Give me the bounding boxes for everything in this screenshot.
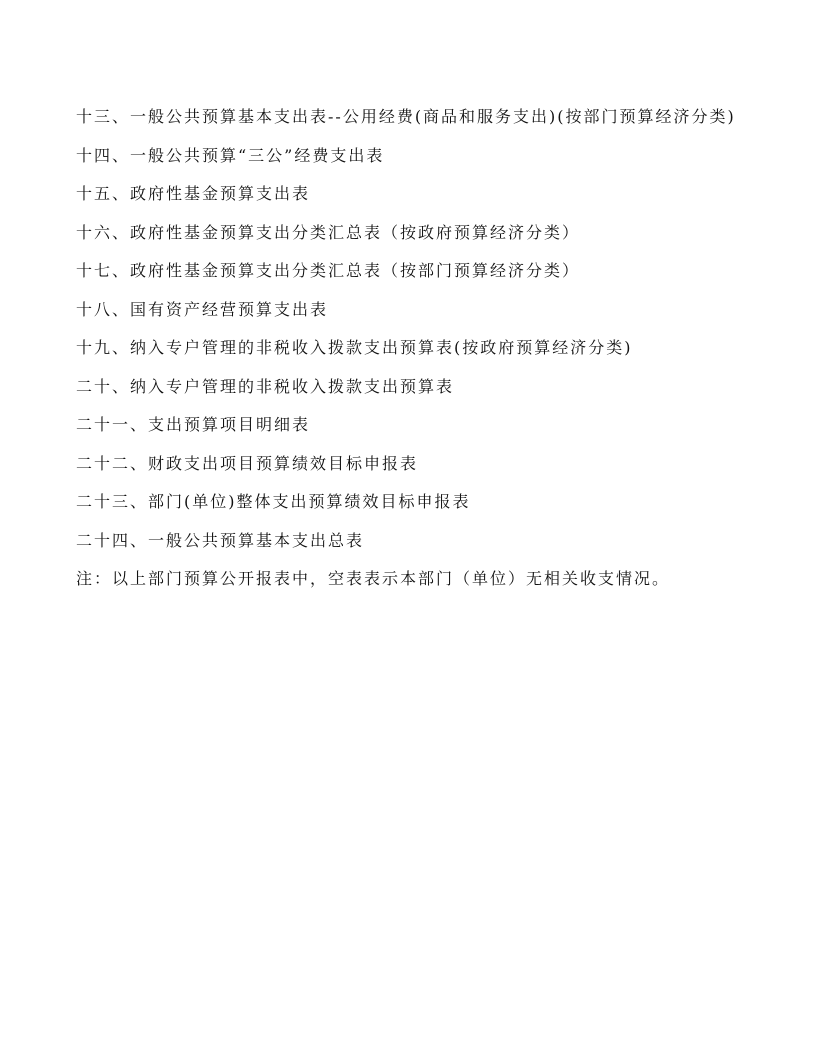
toc-item-13: 十三、一般公共预算基本支出表--公用经费(商品和服务支出)(按部门预算经济分类) — [76, 107, 736, 126]
toc-item-17: 十七、政府性基金预算支出分类汇总表（按部门预算经济分类） — [76, 261, 581, 280]
toc-item-15: 十五、政府性基金预算支出表 — [76, 184, 311, 203]
toc-item-14: 十四、一般公共预算“三公”经费支出表 — [76, 145, 385, 165]
toc-item-24: 二十四、一般公共预算基本支出总表 — [76, 530, 365, 550]
note-text: 注：以上部门预算公开报表中，空表表示本部门（单位）无相关收支情况。 — [76, 569, 671, 588]
toc-item-16: 十六、政府性基金预算支出分类汇总表（按政府预算经济分类） — [76, 222, 581, 242]
toc-item-20: 二十、纳入专户管理的非税收入拨款支出预算表 — [76, 376, 455, 396]
toc-item-18: 十八、国有资产经营预算支出表 — [76, 299, 329, 319]
toc-item-21: 二十一、支出预算项目明细表 — [76, 415, 311, 434]
table-of-contents — [76, 98, 746, 599]
toc-item-22: 二十二、财政支出项目预算绩效目标申报表 — [76, 453, 419, 473]
toc-item-19: 十九、纳入专户管理的非税收入拨款支出预算表(按政府预算经济分类) — [76, 338, 633, 357]
toc-item-23: 二十三、部门(单位)整体支出预算绩效目标申报表 — [76, 492, 471, 511]
